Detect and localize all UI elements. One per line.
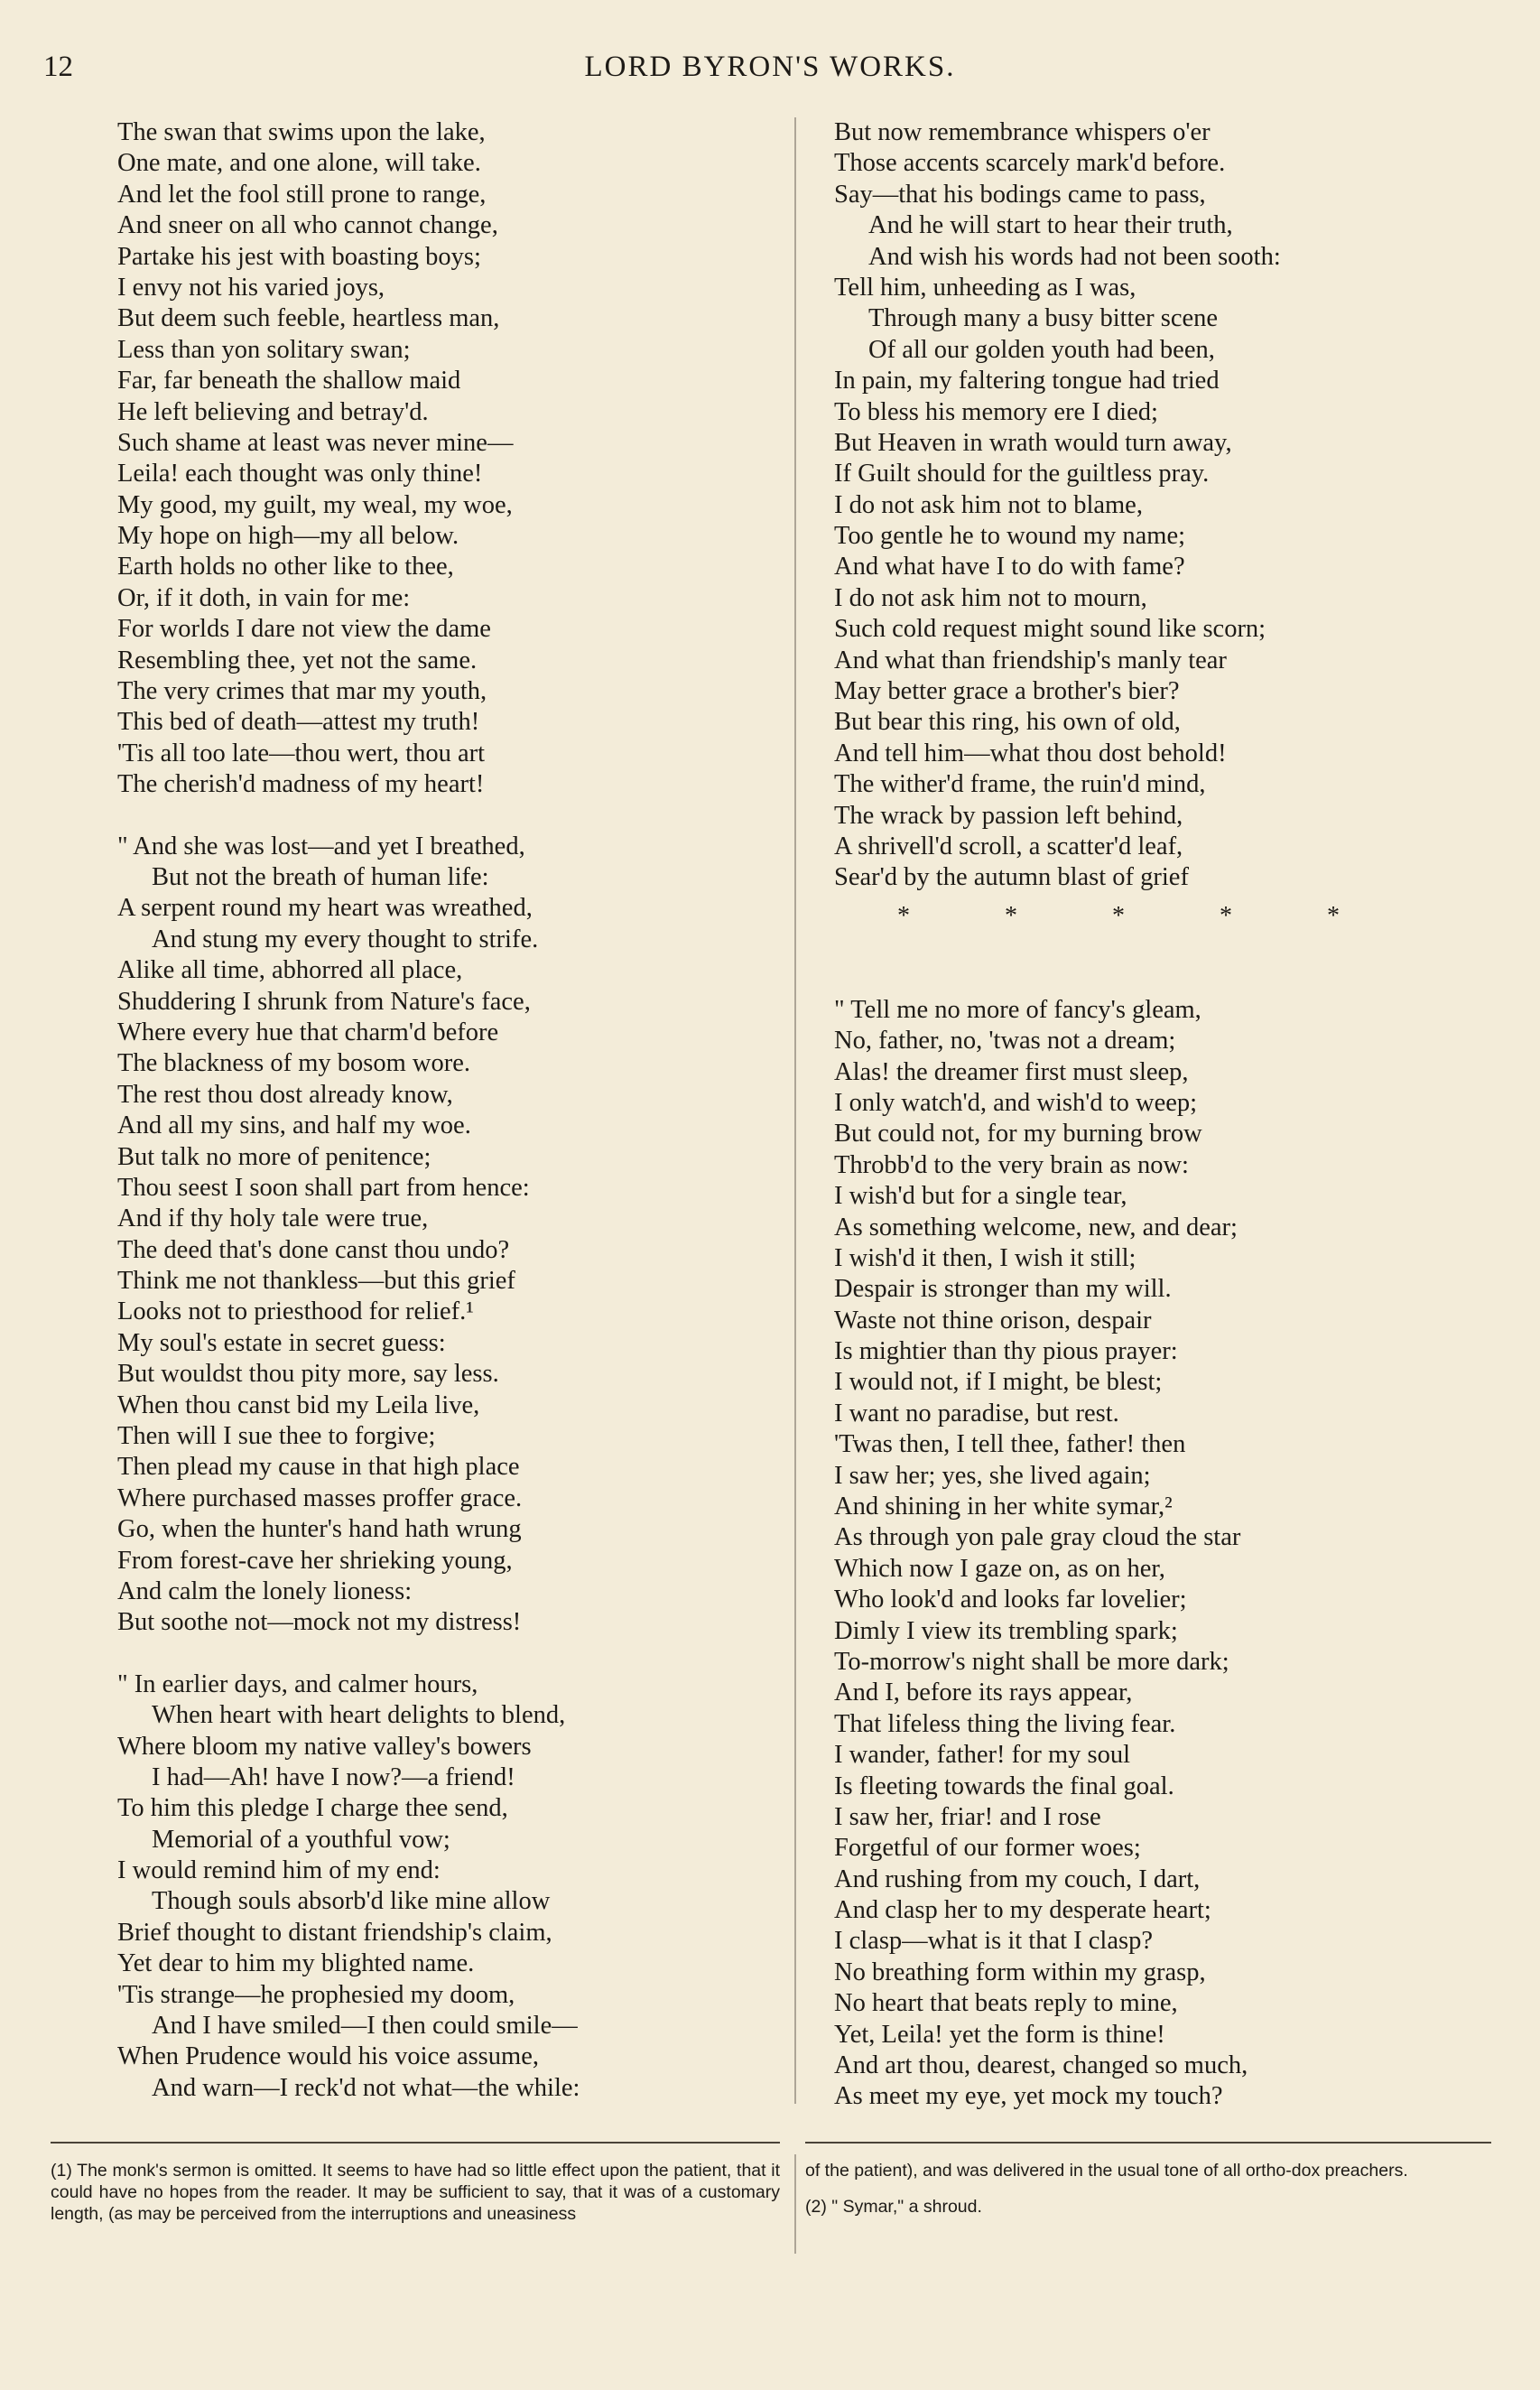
verse-line: And let the fool still prone to range,: [117, 180, 487, 209]
verse-line: Say—that his bodings came to pass,: [834, 180, 1206, 209]
verse-line: I would remind him of my end:: [117, 1856, 441, 1885]
verse-line: Where bloom my native valley's bowers: [117, 1732, 532, 1761]
verse-line: Memorial of a youthful vow;: [152, 1825, 450, 1854]
verse-line: This bed of death—attest my truth!: [117, 708, 480, 737]
stanza-gap: [834, 964, 1502, 995]
separator-star: *: [897, 901, 910, 930]
verse-line: I envy not his varied joys,: [117, 273, 385, 302]
verse-line: And warn—I reck'd not what—the while:: [152, 2073, 580, 2102]
verse-line: A shrivell'd scroll, a scatter'd leaf,: [834, 832, 1183, 860]
verse-line: And I have smiled—I then could smile—: [152, 2012, 578, 2041]
verse-line: No heart that beats reply to mine,: [834, 1989, 1178, 2018]
verse-line: And all my sins, and half my woe.: [117, 1111, 471, 1140]
verse-line: I would not, if I might, be blest;: [834, 1368, 1163, 1397]
verse-line: And calm the lonely lioness:: [117, 1576, 413, 1605]
verse-line: But Heaven in wrath would turn away,: [834, 428, 1232, 457]
verse-line: But deem such feeble, heartless man,: [117, 304, 500, 333]
verse-line: But wouldst thou pity more, say less.: [117, 1360, 499, 1389]
verse-line: Which now I gaze on, as on her,: [834, 1554, 1165, 1583]
verse-line: Looks not to priesthood for relief.¹: [117, 1297, 474, 1326]
verse-line: I do not ask him not to blame,: [834, 490, 1143, 519]
verse-line: " In earlier days, and calmer hours,: [117, 1669, 478, 1698]
verse-line: As something welcome, new, and dear;: [834, 1213, 1238, 1241]
verse-line: And if thy holy tale were true,: [117, 1204, 429, 1233]
verse-line: Where purchased masses proffer grace.: [117, 1483, 523, 1512]
verse-line: Resembling thee, yet not the same.: [117, 646, 478, 674]
stanza: [834, 995, 1502, 2113]
verse-line: I clasp—what is it that I clasp?: [834, 1927, 1153, 1956]
page-number: 12: [43, 51, 73, 83]
verse-line: The deed that's done canst thou undo?: [117, 1235, 510, 1264]
footnote-rule-left: [51, 2142, 780, 2144]
verse-line: The cherish'd madness of my heart!: [117, 770, 485, 799]
stanza: [117, 117, 785, 801]
separator-star: *: [1327, 901, 1340, 930]
verse-line: The wrack by passion left behind,: [834, 801, 1183, 830]
verse-line: I want no paradise, but rest.: [834, 1399, 1119, 1427]
verse-line: Tell him, unheeding as I was,: [834, 273, 1136, 302]
verse-line: Go, when the hunter's hand hath wrung: [117, 1515, 522, 1544]
verse-line: But not the breath of human life:: [152, 862, 489, 891]
verse-line: Of all our golden youth had been,: [868, 335, 1215, 364]
verse-line: " And she was lost—and yet I breathed,: [117, 832, 525, 860]
verse-line: When heart with heart delights to blend,: [152, 1701, 566, 1730]
verse-line: " Tell me no more of fancy's gleam,: [834, 995, 1201, 1024]
verse-line: Alas! the dreamer first must sleep,: [834, 1057, 1189, 1086]
verse-line: And stung my every thought to strife.: [152, 925, 539, 953]
verse-line: And shining in her white symar,²: [834, 1493, 1173, 1521]
verse-line: Partake his jest with boasting boys;: [117, 242, 481, 271]
verse-line: But talk no more of penitence;: [117, 1142, 431, 1171]
verse-line: Sear'd by the autumn blast of grief: [834, 863, 1189, 892]
verse-line: But bear this ring, his own of old,: [834, 708, 1181, 737]
verse-line: I wish'd it then, I wish it still;: [834, 1243, 1136, 1272]
verse-line: Alike all time, abhorred all place,: [117, 956, 463, 985]
verse-line: Then plead my cause in that high place: [117, 1453, 520, 1482]
verse-line: Waste not thine orison, despair: [834, 1306, 1152, 1334]
verse-line: Yet dear to him my blighted name.: [117, 1949, 475, 1978]
verse-line: No, father, no, 'twas not a dream;: [834, 1027, 1176, 1056]
verse-line: He left believing and betray'd.: [117, 397, 429, 426]
verse-line: Such shame at least was never mine—: [117, 428, 514, 457]
separator-star: *: [1220, 901, 1232, 930]
verse-line: Such cold request might sound like scorn;: [834, 615, 1266, 644]
verse-line: I only watch'd, and wish'd to weep;: [834, 1088, 1198, 1117]
column-divider: [794, 117, 796, 2104]
verse-line: 'Tis strange—he prophesied my doom,: [117, 1980, 515, 2009]
footnote-divider: [794, 2154, 796, 2254]
verse-line: To bless his memory ere I died;: [834, 397, 1158, 426]
verse-line: I wish'd but for a single tear,: [834, 1182, 1127, 1211]
verse-line: Where every hue that charm'd before: [117, 1018, 499, 1046]
verse-line: That lifeless thing the living fear.: [834, 1709, 1176, 1738]
verse-line: The swan that swims upon the lake,: [117, 118, 486, 146]
verse-line: Earth holds no other like to thee,: [117, 553, 454, 581]
footnote-1-continued: of the patient), and was delivered in the usual tone of all ortho-dox preachers.: [805, 2161, 1408, 2181]
verse-line: Through many a busy bitter scene: [868, 304, 1219, 333]
verse-line: But soothe not—mock not my distress!: [117, 1608, 522, 1637]
verse-line: To-morrow's night shall be more dark;: [834, 1647, 1229, 1676]
footnote-rule-right: [805, 2142, 1491, 2144]
footnotes-left: [51, 2160, 780, 2239]
verse-line: Thou seest I soon shall part from hence:: [117, 1173, 530, 1202]
verse-line: Yet, Leila! yet the form is thine!: [834, 2020, 1165, 2049]
verse-line: Is fleeting towards the final goal.: [834, 1772, 1174, 1800]
verse-line: And he will start to hear their truth,: [868, 211, 1233, 240]
verse-line: But now remembrance whispers o'er: [834, 118, 1211, 146]
verse-line: Far, far beneath the shallow maid: [117, 367, 461, 395]
verse-line: Dimly I view its trembling spark;: [834, 1616, 1178, 1645]
verse-line: Despair is stronger than my will.: [834, 1275, 1172, 1304]
separator-star: *: [1112, 901, 1125, 930]
verse-line: My hope on high—my all below.: [117, 522, 459, 551]
stanza: [117, 1669, 785, 2104]
verse-line: Shuddering I shrunk from Nature's face,: [117, 987, 531, 1016]
verse-line: Throbb'd to the very brain as now:: [834, 1150, 1189, 1179]
running-header: [0, 51, 1540, 87]
page-title: LORD BYRON'S WORKS.: [584, 51, 956, 83]
verse-line: Too gentle he to wound my name;: [834, 522, 1186, 551]
verse-line: One mate, and one alone, will take.: [117, 149, 481, 178]
stanza: [117, 832, 785, 1639]
verse-line: When thou canst bid my Leila live,: [117, 1390, 480, 1419]
footnotes-right: [805, 2160, 1491, 2232]
verse-line: Forgetful of our former woes;: [834, 1834, 1141, 1863]
verse-line: I saw her, friar! and I rose: [834, 1802, 1101, 1831]
verse-line: And what have I to do with fame?: [834, 553, 1185, 581]
verse-line: And rushing from my couch, I dart,: [834, 1865, 1201, 1893]
verse-line: May better grace a brother's bier?: [834, 677, 1180, 706]
footnote-2: (2) " Symar," a shroud.: [805, 2197, 982, 2217]
verse-line: The blackness of my bosom wore.: [117, 1049, 470, 1078]
section-separator-stars: [897, 901, 1340, 932]
verse-line: For worlds I dare not view the dame: [117, 615, 491, 644]
verse-line: 'Tis all too late—thou wert, thou art: [117, 739, 486, 767]
verse-line: In pain, my faltering tongue had tried: [834, 367, 1220, 395]
verse-line: And wish his words had not been sooth:: [868, 242, 1281, 271]
verse-line: I do not ask him not to mourn,: [834, 583, 1147, 612]
verse-line: To him this pledge I charge thee send,: [117, 1794, 508, 1823]
verse-line: And art thou, dearest, changed so much,: [834, 2051, 1248, 2080]
verse-line: Brief thought to distant friendship's claim,: [117, 1918, 552, 1947]
verse-line: The wither'd frame, the ruin'd mind,: [834, 770, 1206, 799]
verse-line: I wander, father! for my soul: [834, 1741, 1131, 1770]
verse-line: Then will I sue thee to forgive;: [117, 1422, 436, 1451]
verse-line: The rest thou dost already know,: [117, 1080, 453, 1109]
verse-line: The very crimes that mar my youth,: [117, 677, 487, 706]
separator-star: *: [1005, 901, 1017, 930]
stanza-gap: [117, 1639, 785, 1669]
verse-line: A serpent round my heart was wreathed,: [117, 894, 533, 923]
verse-line: Those accents scarcely mark'd before.: [834, 149, 1226, 178]
verse-line: As meet my eye, yet mock my touch?: [834, 2082, 1223, 2111]
verse-line: 'Twas then, I tell thee, father! then: [834, 1430, 1186, 1459]
right-column: [834, 117, 1502, 2113]
verse-line: My soul's estate in secret guess:: [117, 1328, 446, 1357]
verse-line: And clasp her to my desperate heart;: [834, 1896, 1211, 1925]
verse-line: But could not, for my burning brow: [834, 1120, 1202, 1149]
verse-line: Is mightier than thy pious prayer:: [834, 1337, 1178, 1366]
verse-line: When Prudence would his voice assume,: [117, 2042, 539, 2071]
verse-line: And what than friendship's manly tear: [834, 646, 1227, 674]
verse-line: Less than yon solitary swan;: [117, 335, 411, 364]
verse-line: Think me not thankless—but this grief: [117, 1267, 515, 1296]
verse-line: And I, before its rays appear,: [834, 1679, 1133, 1707]
verse-line: No breathing form within my grasp,: [834, 1958, 1206, 1986]
stanza-gap: [117, 801, 785, 832]
verse-line: Or, if it doth, in vain for me:: [117, 583, 411, 612]
verse-line: My good, my guilt, my weal, my woe,: [117, 490, 513, 519]
stanza: [834, 117, 1502, 894]
verse-line: Leila! each thought was only thine!: [117, 460, 483, 488]
verse-line: I saw her; yes, she lived again;: [834, 1461, 1151, 1490]
verse-line: If Guilt should for the guiltless pray.: [834, 460, 1210, 488]
verse-line: As through yon pale gray cloud the star: [834, 1523, 1241, 1552]
verse-line: From forest-cave her shrieking young,: [117, 1546, 513, 1575]
footnote-1: (1) The monk's sermon is omitted. It seems to have had so little effect upon the patient, that it could have no hopes from the reader. It may be sufficient to say, that it was of a customary length, (as may be perceived from the interruptions and uneasiness: [51, 2161, 780, 2224]
verse-line: Who look'd and looks far lovelier;: [834, 1586, 1187, 1614]
verse-line: And sneer on all who cannot change,: [117, 211, 498, 240]
verse-line: Though souls absorb'd like mine allow: [152, 1887, 551, 1916]
verse-line: I had—Ah! have I now?—a friend!: [152, 1762, 515, 1791]
verse-line: And tell him—what thou dost behold!: [834, 739, 1227, 767]
left-column: [117, 117, 785, 2104]
